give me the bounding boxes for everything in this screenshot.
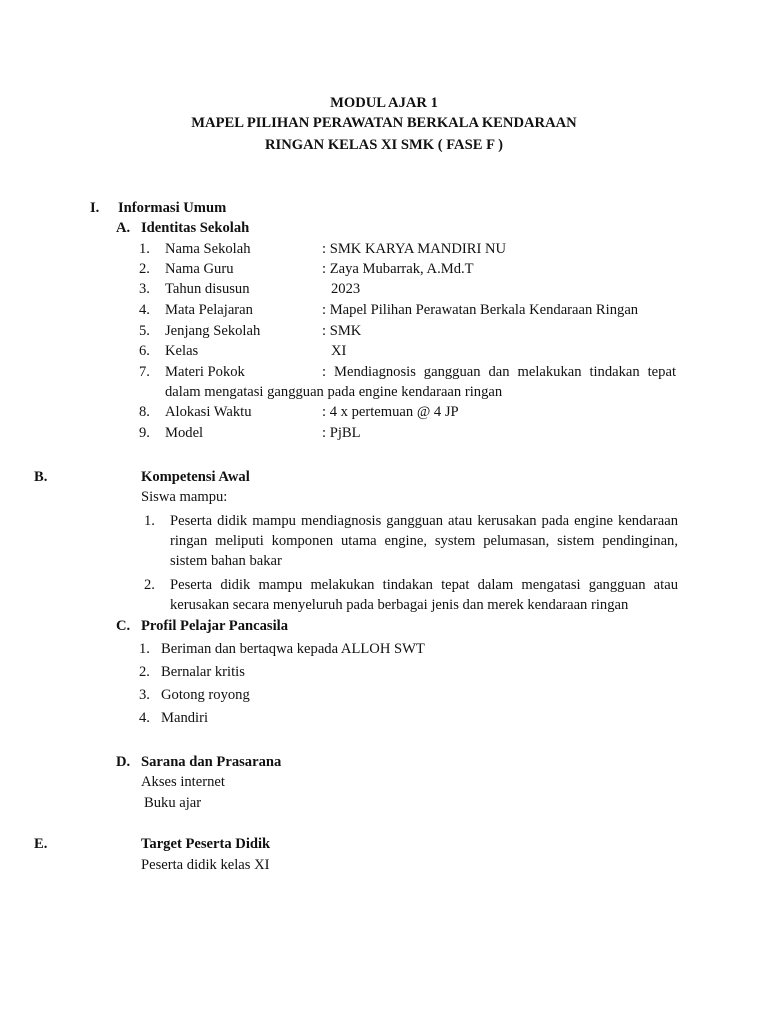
facility-item: Akses internet xyxy=(141,774,225,790)
competency-item-text: Peserta didik mampu mendiagnosis gangguan atau kerusakan pada engine kendaraan ringan meliputi komponen utama engine, system pelumasan, sistem pendinginan, sistem bahan bakar xyxy=(170,513,678,569)
identity-item-value: : Mapel Pilihan Perawatan Berkala Kendaraan Ringan xyxy=(322,302,639,318)
identity-item-value: : SMK KARYA MANDIRI NU xyxy=(322,241,507,257)
identity-item-number: 3. xyxy=(139,281,150,297)
section-e-marker: E. xyxy=(34,836,48,852)
identity-item-value: : Zaya Mubarrak, A.Md.T xyxy=(322,261,474,277)
section-e-heading: Target Peserta Didik xyxy=(141,836,271,852)
identity-item-number: 6. xyxy=(139,343,150,359)
section-b-heading: Kompetensi Awal xyxy=(141,469,250,485)
identity-item-label: Nama Guru xyxy=(165,261,234,277)
section-a-marker: A. xyxy=(116,220,131,236)
identity-item-label: Jenjang Sekolah xyxy=(165,323,261,339)
profile-item-number: 4. xyxy=(139,710,150,726)
identity-item-value: XI xyxy=(331,343,347,359)
section-c-heading: Profil Pelajar Pancasila xyxy=(141,618,288,634)
profile-item-text: Gotong royong xyxy=(161,687,250,703)
profile-item-number: 3. xyxy=(139,687,150,703)
section-d-heading: Sarana dan Prasarana xyxy=(141,754,282,770)
section-d-marker: D. xyxy=(116,754,131,770)
facility-item: Buku ajar xyxy=(144,795,202,811)
document-title-line-3: RINGAN KELAS XI SMK ( FASE F ) xyxy=(265,137,503,153)
identity-item-number: 7. xyxy=(139,364,150,380)
section-1-numeral: I. xyxy=(90,200,100,216)
identity-item-label: Model xyxy=(165,425,204,441)
document-title-line-2: MAPEL PILIHAN PERAWATAN BERKALA KENDARAAN xyxy=(191,115,577,131)
section-1-heading: Informasi Umum xyxy=(118,200,227,216)
profile-item-number: 1. xyxy=(139,641,150,657)
profile-item-text: Bernalar kritis xyxy=(161,664,245,680)
identity-item-number: 9. xyxy=(139,425,150,441)
profile-item-number: 2. xyxy=(139,664,150,680)
section-b-marker: B. xyxy=(34,469,48,485)
identity-item-value: 2023 xyxy=(331,281,361,297)
section-c-marker: C. xyxy=(116,618,131,634)
section-a-heading: Identitas Sekolah xyxy=(141,220,250,236)
identity-item-number: 5. xyxy=(139,323,150,339)
profile-item-text: Beriman dan bertaqwa kepada ALLOH SWT xyxy=(161,641,425,657)
profile-item-text: Mandiri xyxy=(161,710,209,726)
identity-item-label: Materi Pokok xyxy=(165,364,245,380)
identity-item-label: Kelas xyxy=(165,343,199,359)
identity-item-label: Mata Pelajaran xyxy=(165,302,253,318)
identity-item-value: : 4 x pertemuan @ 4 JP xyxy=(322,404,459,420)
identity-item-number: 4. xyxy=(139,302,150,318)
identity-item-value: : Mendiagnosis gangguan dan melakukan tindakan tepat xyxy=(322,364,676,380)
identity-item-value-continuation: dalam mengatasi gangguan pada engine kendaraan ringan xyxy=(165,384,503,400)
identity-item-number: 1. xyxy=(139,241,150,257)
section-b-intro: Siswa mampu: xyxy=(141,489,228,505)
competency-item-number: 1. xyxy=(144,513,155,529)
document-title-line-1: MODUL AJAR 1 xyxy=(330,95,438,111)
identity-item-value: : PjBL xyxy=(322,425,361,441)
competency-item-text: Peserta didik mampu melakukan tindakan tepat dalam mengatasi gangguan atau kerusakan secara menyeluruh pada berbagai jenis dan merek kendaraan ringan xyxy=(170,577,678,613)
identity-item-number: 8. xyxy=(139,404,150,420)
identity-item-value: : SMK xyxy=(322,323,362,339)
identity-item-label: Nama Sekolah xyxy=(165,241,251,257)
identity-item-number: 2. xyxy=(139,261,150,277)
identity-item-label: Tahun disusun xyxy=(165,281,250,297)
competency-item-number: 2. xyxy=(144,577,155,593)
identity-item-label: Alokasi Waktu xyxy=(165,404,252,420)
target-students-text: Peserta didik kelas XI xyxy=(141,857,270,873)
